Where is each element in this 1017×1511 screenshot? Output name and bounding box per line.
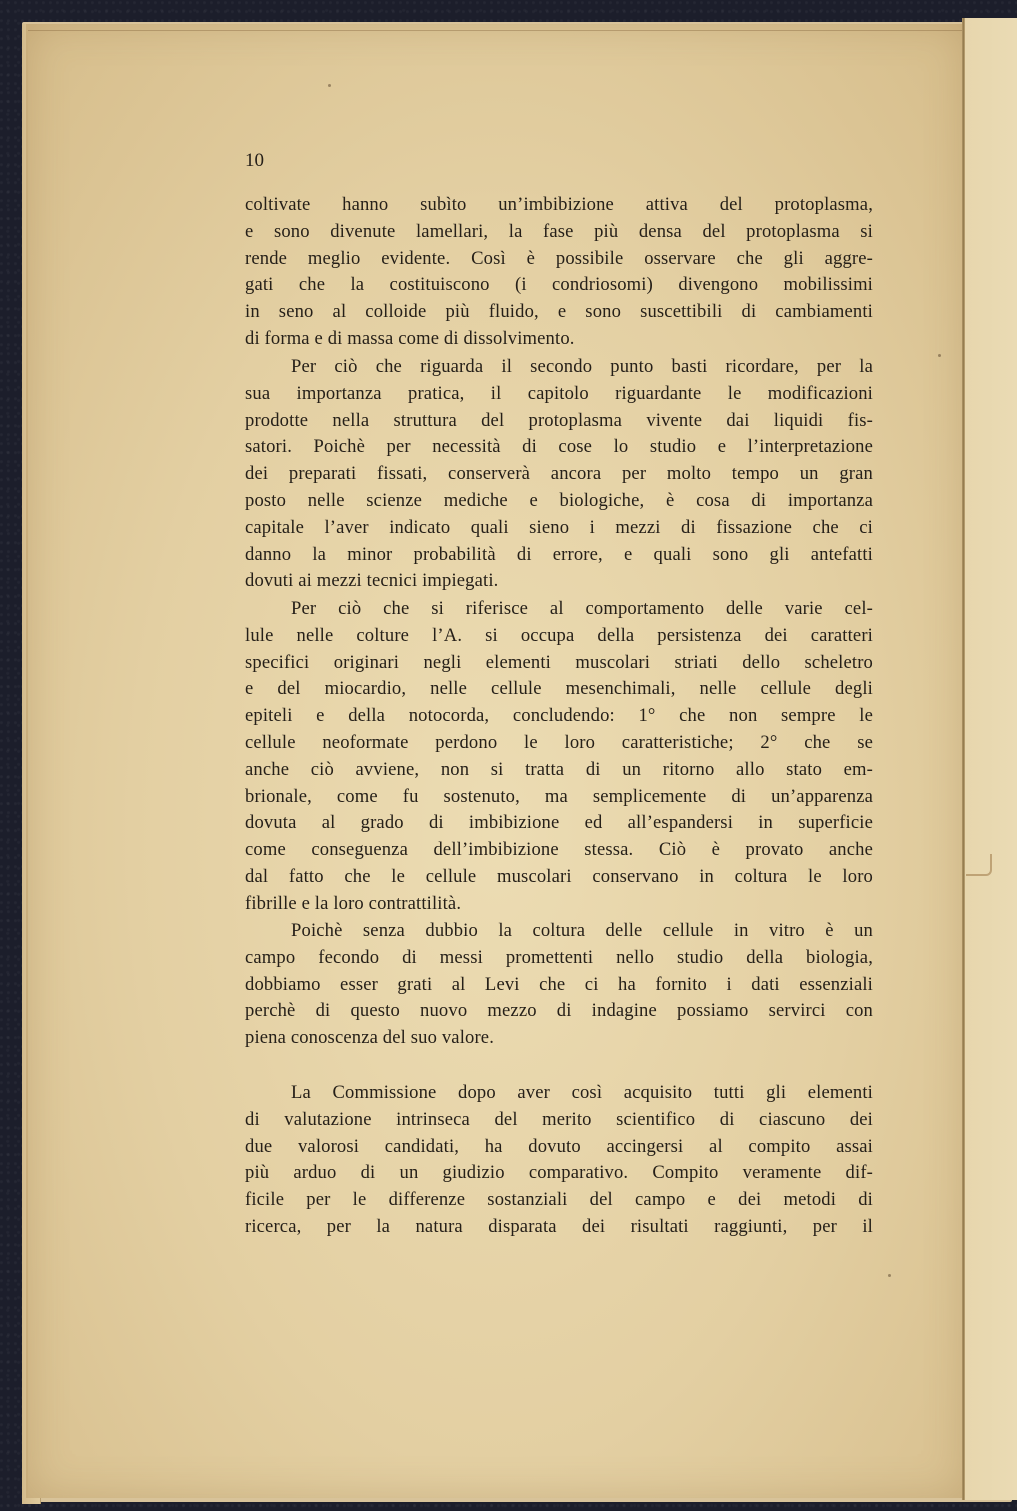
paragraph xyxy=(245,354,873,595)
text-line: Poichè senza dubbio la coltura delle cellule in vitro è un xyxy=(291,920,873,941)
paragraph xyxy=(245,192,873,353)
paper-speck xyxy=(938,354,941,357)
text-line: più arduo di un giudizio comparativo. Compito veramente dif- xyxy=(245,1162,873,1184)
text-line: piena conoscenza del suo valore. xyxy=(245,1027,494,1049)
text-line: campo fecondo di messi promettenti nello studio della biologia, xyxy=(245,946,873,968)
text-line: lule nelle colture l’A. si occupa della persistenza dei caratteri xyxy=(245,624,873,646)
text-line: ricerca, per la natura disparata dei risultati raggiunti, per il xyxy=(245,1215,873,1237)
text-line: come conseguenza dell’imbibizione stessa. Ciò è provato anche xyxy=(245,839,873,861)
text-line: gati che la costituiscono (i condriosomi) divengono mobilissimi xyxy=(245,274,873,296)
text-line: posto nelle scienze mediche e biologiche, è cosa di importanza xyxy=(245,489,873,511)
text-line: e del miocardio, nelle cellule mesenchimali, nelle cellule degli xyxy=(245,678,873,700)
paper-speck xyxy=(888,1274,891,1277)
text-line: epiteli e della notocorda, concludendo: 1° che non sempre le xyxy=(245,705,873,727)
text-line: sua importanza pratica, il capitolo riguardante le modificazioni xyxy=(245,382,873,404)
page-number: 10 xyxy=(245,150,264,171)
text-line: dovuta al grado di imbibizione ed all’espandersi in superficie xyxy=(245,812,873,834)
text-line: ficile per le differenze sostanziali del campo e dei metodi di xyxy=(245,1189,873,1211)
page-gutter-fold xyxy=(962,18,965,1500)
text-line: specifici originari negli elementi muscolari striati dello scheletro xyxy=(245,651,873,673)
paper-crease-mark xyxy=(966,854,992,876)
paragraph xyxy=(245,918,873,1052)
paragraph xyxy=(245,596,873,918)
text-line: due valorosi candidati, ha dovuto accingersi al compito assai xyxy=(245,1135,873,1157)
text-line: satori. Poichè per necessità di cose lo studio e l’interpretazione xyxy=(245,436,873,458)
text-line: cellule neoformate perdono le loro caratteristiche; 2° che se xyxy=(245,731,873,753)
text-line: brionale, come fu sostenuto, ma semplicemente di un’apparenza xyxy=(245,785,873,807)
text-line: dovuti ai mezzi tecnici impiegati. xyxy=(245,570,499,592)
text-line: fibrille e la loro contrattilità. xyxy=(245,892,462,914)
paper-speck xyxy=(328,84,331,87)
text-line: Per ciò che si riferisce al comportamento delle varie cel- xyxy=(291,598,873,619)
text-line: dobbiamo esser grati al Levi che ci ha fornito i dati essenziali xyxy=(245,973,873,995)
text-line: dei preparati fissati, conserverà ancora per molto tempo un gran xyxy=(245,463,873,485)
text-line: prodotte nella struttura del protoplasma vivente dai liquidi fis- xyxy=(245,409,873,431)
text-line: danno la minor probabilità di errore, e quali sono gli antefatti xyxy=(245,543,873,565)
text-line: dal fatto che le cellule muscolari conservano in coltura le loro xyxy=(245,865,873,887)
text-line: La Commissione dopo aver così acquisito tutti gli elementi xyxy=(291,1082,873,1103)
text-line: coltivate hanno subìto un’imbibizione attiva del protoplasma, xyxy=(245,194,873,215)
text-line: perchè di questo nuovo mezzo di indagine possiamo servirci con xyxy=(245,1000,873,1022)
text-line: capitale l’aver indicato quali sieno i mezzi di fissazione che ci xyxy=(245,516,873,538)
facing-page-edge xyxy=(965,18,1017,1500)
paragraph xyxy=(245,1080,873,1241)
text-line: anche ciò avviene, non si tratta di un ritorno allo stato em- xyxy=(245,758,873,780)
text-line: rende meglio evidente. Così è possibile osservare che gli aggre- xyxy=(245,247,873,269)
text-line: di forma e di massa come di dissolvimento. xyxy=(245,327,575,349)
text-line: e sono divenute lamellari, la fase più densa del protoplasma si xyxy=(245,220,873,242)
text-line: Per ciò che riguarda il secondo punto basti ricordare, per la xyxy=(291,356,873,377)
text-line: di valutazione intrinseca del merito scientifico di ciascuno dei xyxy=(245,1108,873,1130)
text-line: in seno al colloide più fluido, e sono suscettibili di cambiamenti xyxy=(245,301,873,323)
